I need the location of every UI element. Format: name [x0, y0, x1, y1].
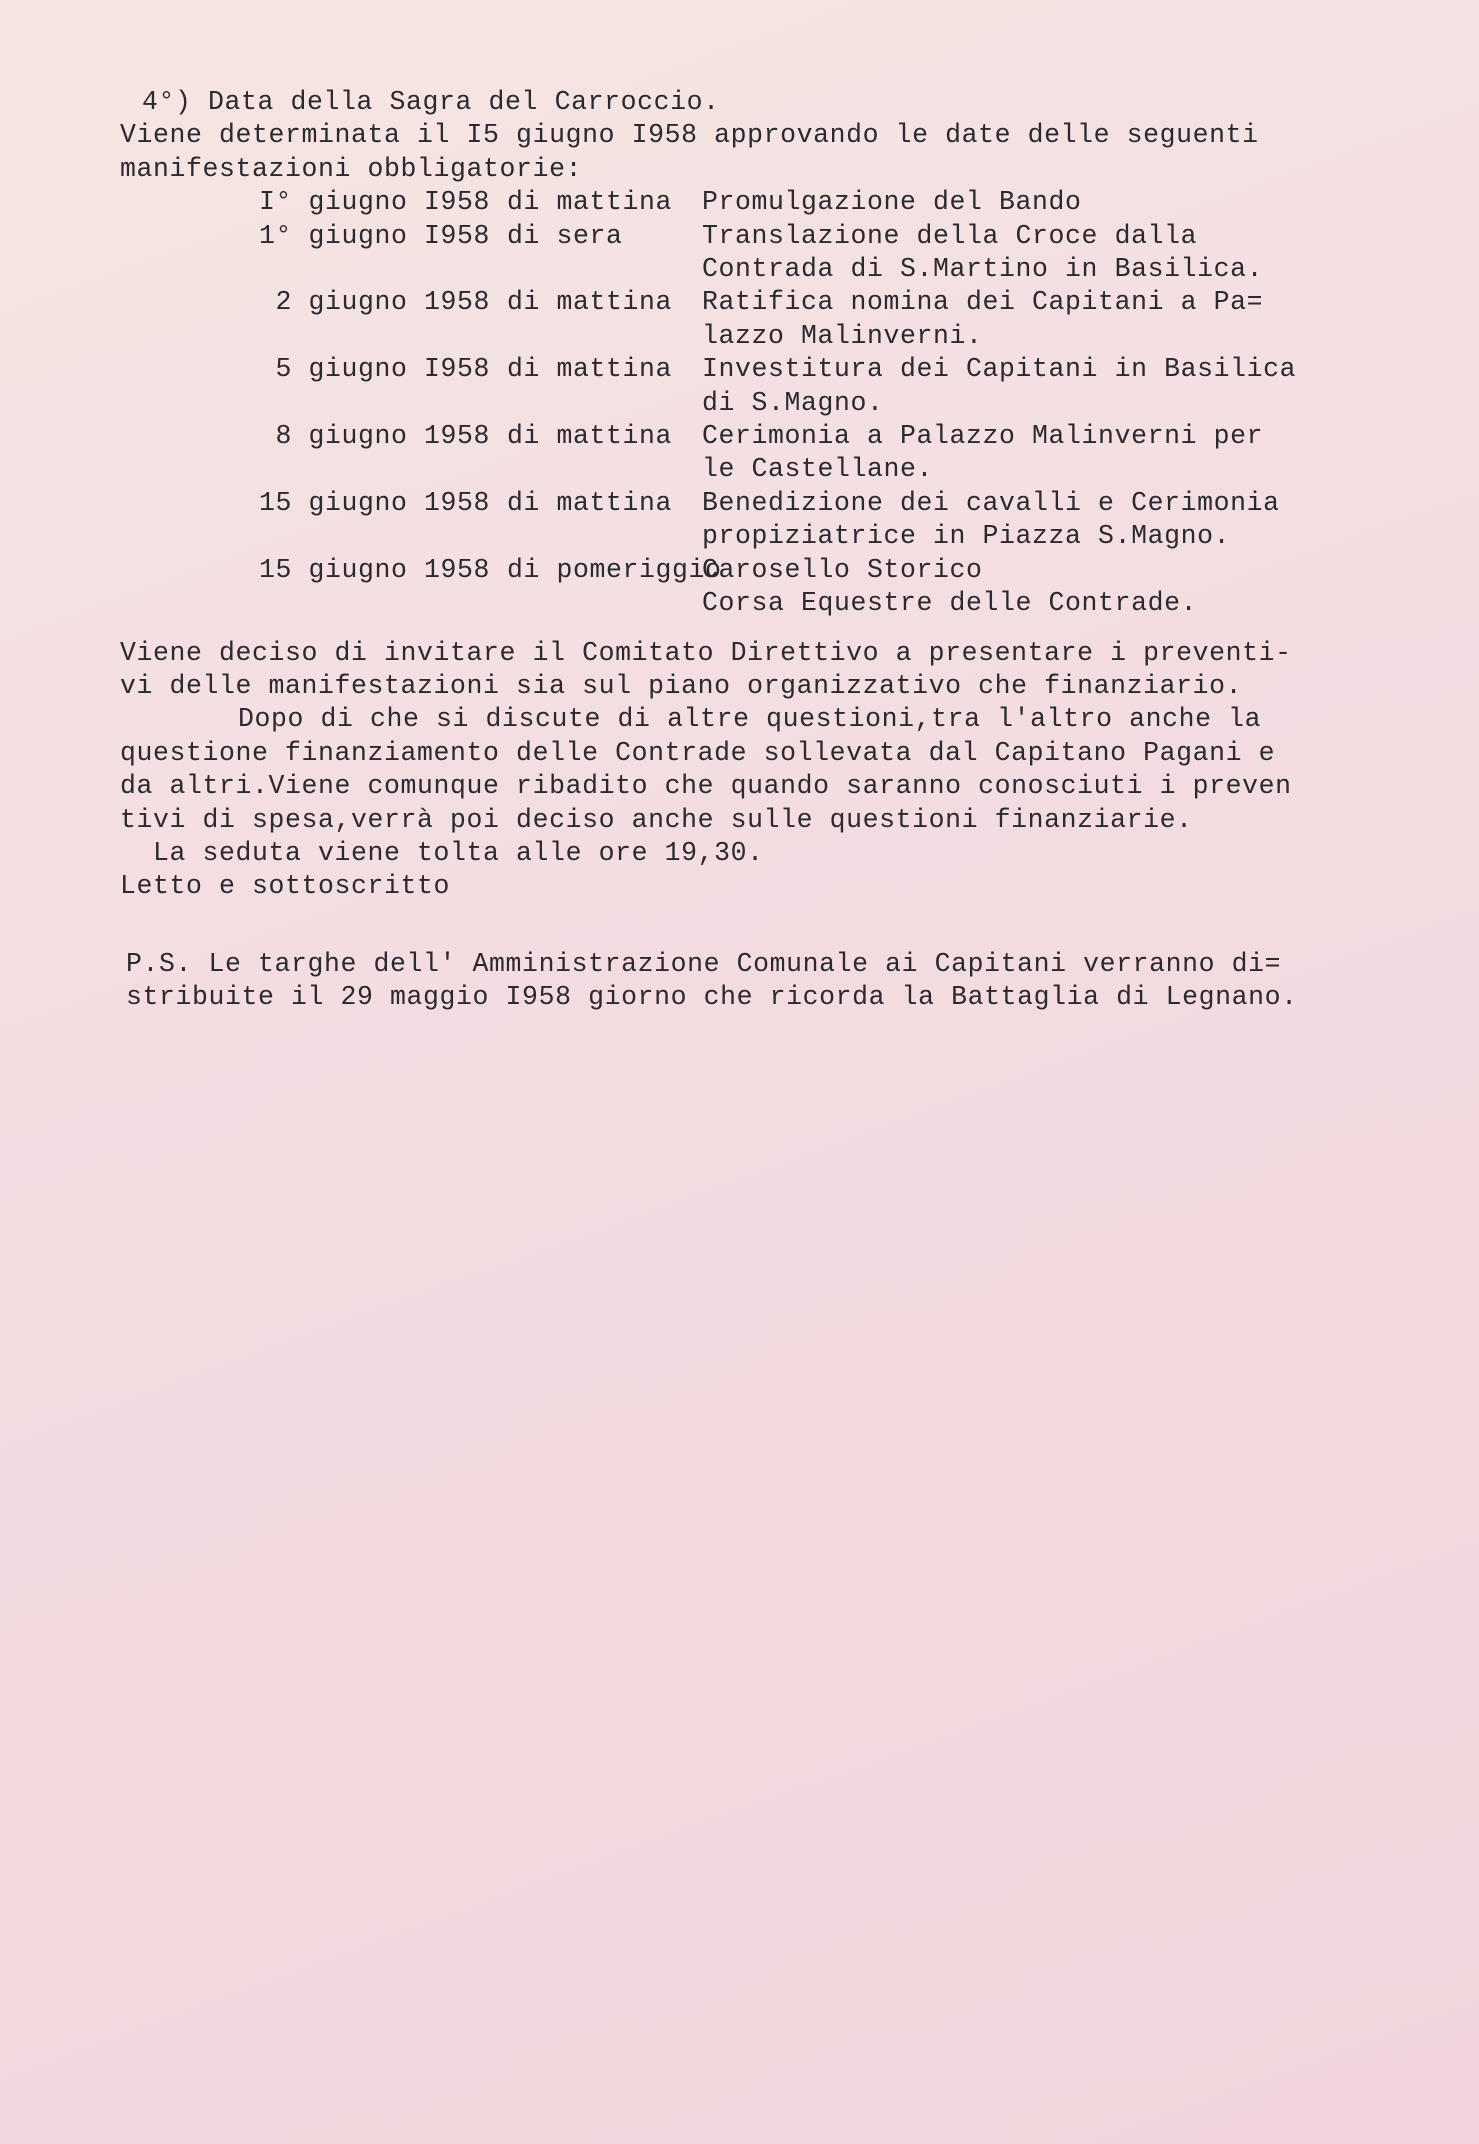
schedule-date: 15 giugno 1958: [258, 554, 490, 585]
schedule-row: [120, 487, 1390, 554]
schedule-time: di pomeriggio: [507, 554, 722, 585]
ps-line: P.S. Le targhe dell' Amministrazione Comunale ai Capitani verranno di=: [126, 948, 1282, 979]
postscript: [120, 948, 1390, 1015]
schedule-row: [120, 220, 1390, 287]
closing-line: La seduta viene tolta alle ore 19,30.: [153, 837, 764, 868]
schedule-row: [120, 353, 1390, 420]
schedule-date: 15 giugno 1958: [258, 487, 490, 518]
event-line: Ratifica nomina dei Capitani a Pa=: [702, 287, 1264, 318]
discussion-line: Dopo di che si discute di altre questioni,tra l'altro anche la: [238, 704, 1262, 735]
event-line: le Castellane.: [702, 454, 934, 485]
schedule-event: [690, 554, 1390, 621]
event-line: Translazione della Croce dalla: [702, 220, 1198, 251]
schedule-row: [120, 554, 1390, 621]
schedule-date: 8 giugno 1958: [275, 421, 490, 452]
schedule-list: [120, 186, 1390, 620]
schedule-date: 5 giugno I958: [275, 354, 490, 385]
discussion-line: questione finanziamento delle Contrade sollevata dal Capitano Pagani e: [120, 737, 1276, 768]
schedule-event: [690, 420, 1390, 487]
event-line: Benedizione dei cavalli e Cerimonia: [702, 487, 1280, 518]
typed-minutes: [120, 86, 1390, 1015]
event-line: Corsa Equestre delle Contrade.: [702, 588, 1198, 619]
signature-line: Letto e sottoscritto: [120, 871, 451, 902]
schedule-date: I° giugno I958: [258, 187, 490, 218]
event-line: lazzo Malinverni.: [702, 320, 983, 351]
schedule-event: [690, 353, 1390, 420]
event-line: Carosello Storico: [702, 554, 983, 585]
item-heading: 4°) Data della Sagra del Carroccio.: [142, 87, 720, 117]
schedule-event: [690, 220, 1390, 287]
event-line: Contrada di S.Martino in Basilica.: [702, 254, 1264, 285]
event-line: di S.Magno.: [702, 387, 884, 418]
event-line: Cerimonia a Palazzo Malinverni per: [702, 421, 1264, 452]
ps-line: stribuite il 29 maggio I958 giorno che ricorda la Battaglia di Legnano.: [126, 982, 1298, 1013]
schedule-row: [120, 186, 1390, 219]
discussion-line: tivi di spesa,verrà poi deciso anche sulle questioni finanziarie.: [120, 804, 1193, 835]
schedule-row: [120, 286, 1390, 353]
schedule-event: [690, 487, 1390, 554]
event-line: Investitura dei Capitani in Basilica: [702, 354, 1297, 385]
schedule-time: di mattina: [507, 421, 673, 452]
schedule-date: 1° giugno I958: [258, 220, 490, 251]
schedule-time: di mattina: [507, 487, 673, 518]
decision-line: Viene deciso di invitare il Comitato Direttivo a presentare i preventi-: [120, 637, 1292, 668]
event-line: propiziatrice in Piazza S.Magno.: [702, 521, 1231, 552]
schedule-time: di mattina: [507, 354, 673, 385]
decision-line: vi delle manifestazioni sia sul piano organizzativo che finanziario.: [120, 670, 1243, 701]
schedule-time: di mattina: [507, 187, 673, 218]
intro-line: manifestazioni obbligatorie:: [120, 153, 583, 184]
discussion-line: da altri.Viene comunque ribadito che quando saranno conosciuti i preven: [120, 771, 1292, 802]
schedule-event: [690, 186, 1390, 219]
schedule-time: di mattina: [507, 287, 673, 318]
schedule-event: [690, 286, 1390, 353]
event-line: Promulgazione del Bando: [702, 187, 1082, 218]
schedule-time: di sera: [507, 220, 623, 251]
schedule-row: [120, 420, 1390, 487]
intro-line: Viene determinata il I5 giugno I958 approvando le date delle seguenti: [120, 120, 1259, 151]
schedule-date: 2 giugno 1958: [275, 287, 490, 318]
